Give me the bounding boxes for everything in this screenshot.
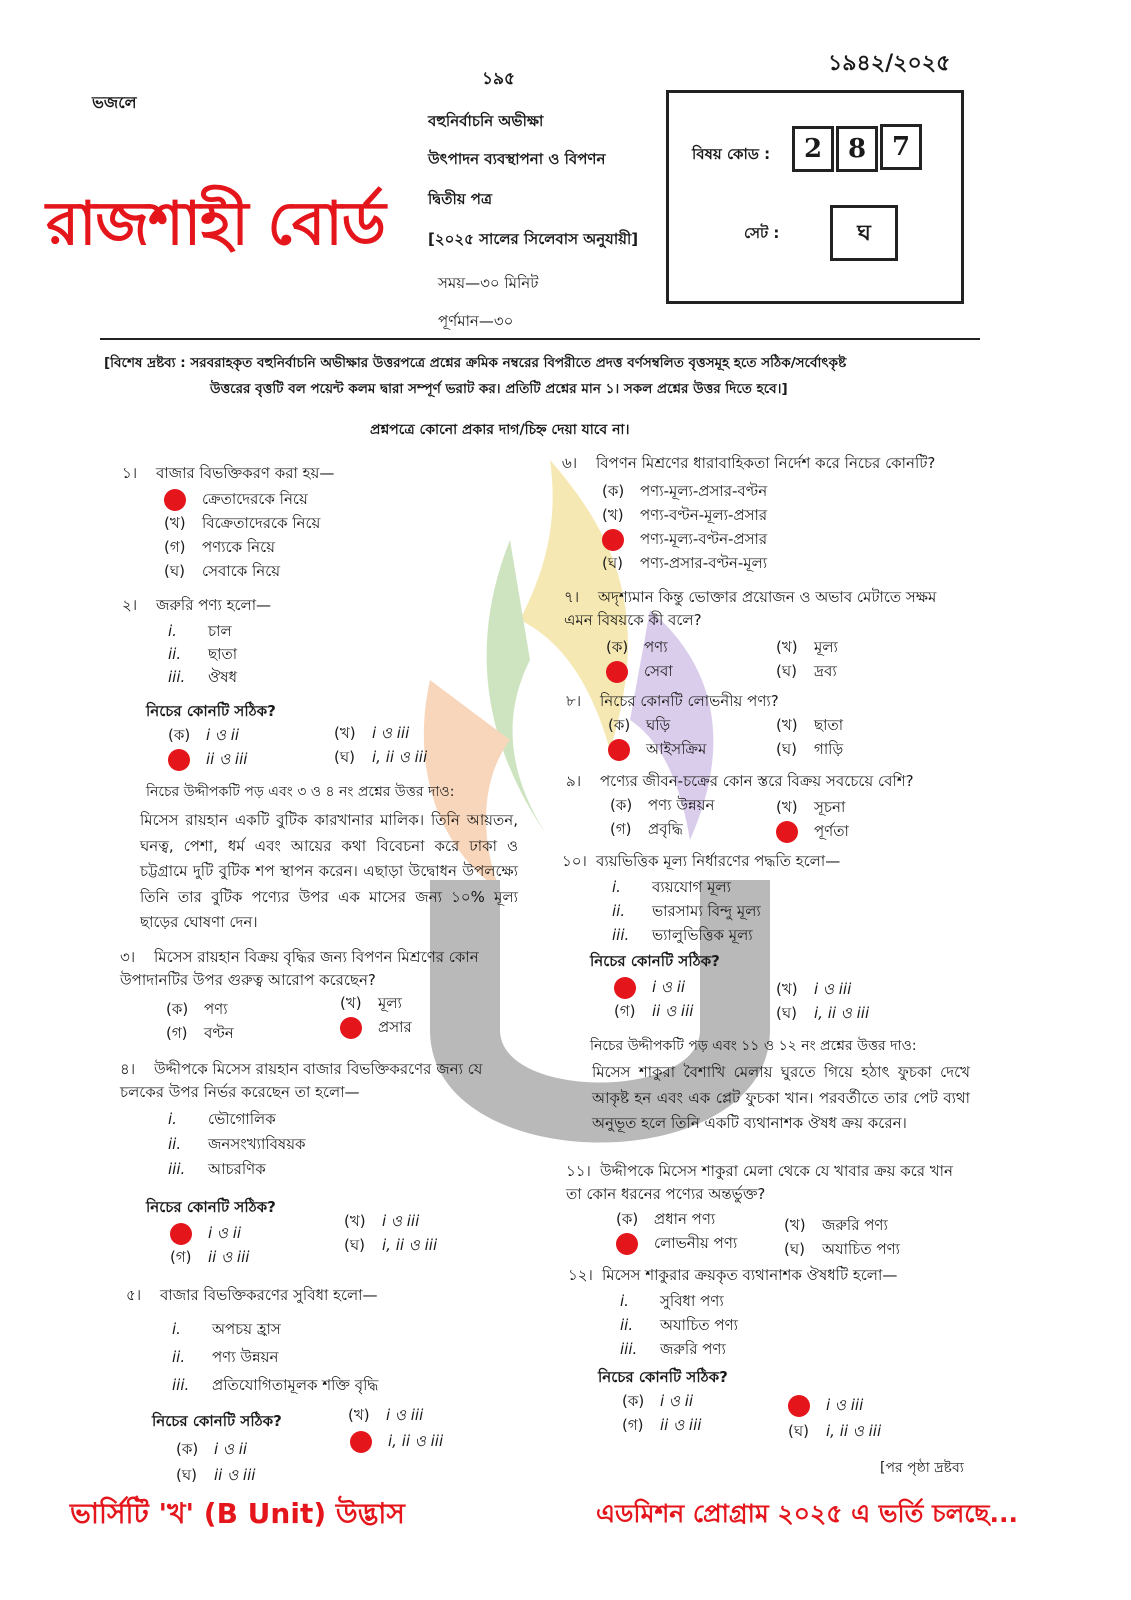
answer-mark	[616, 1233, 638, 1255]
q8-option-c[interactable]: আইসক্রিম	[608, 738, 706, 763]
answer-mark	[340, 1017, 362, 1039]
answer-mark	[788, 1395, 810, 1417]
next-page-note: [পর পৃষ্ঠা দ্রষ্টব্য	[880, 1460, 964, 1476]
syllabus-note: [২০২৫ সালের সিলেবাস অনুযায়ী]	[428, 230, 639, 248]
q7-option-a[interactable]: (ক) পণ্য	[606, 638, 668, 656]
q10-option-b[interactable]: (খ) i ও iii	[776, 980, 852, 998]
answer-mark	[776, 821, 798, 843]
q4-option-a[interactable]: i ও ii	[170, 1222, 241, 1247]
q11-option-a[interactable]: (ক) প্রধান পণ্য	[616, 1210, 716, 1228]
question-11: ১১। উদ্দীপকে মিসেস শাকুরা মেলা থেকে যে খাবার ক্রয় করে খান তা কোন ধরনের পণ্যের অন্তর্ভুক্ত?	[566, 1162, 953, 1204]
set-value: ঘ	[830, 205, 898, 261]
q11-option-d[interactable]: (ঘ) অযাচিত পণ্য	[784, 1240, 900, 1258]
q4-option-d[interactable]: (ঘ) i, ii ও iii	[344, 1236, 438, 1254]
q1-option-c[interactable]: (গ) পণ্যকে নিয়ে	[164, 538, 275, 556]
q2-option-c[interactable]: ii ও iii	[168, 748, 247, 773]
question-2: ২। জরুরি পণ্য হলো—	[122, 596, 272, 614]
answer-mark	[602, 529, 624, 551]
q9-option-b[interactable]: (খ) সূচনা	[776, 798, 846, 816]
q1-option-d[interactable]: (ঘ) সেবাকে নিয়ে	[164, 562, 281, 580]
q5-statement-iii: iii. প্রতিযোগিতামূলক শক্তি বৃদ্ধি	[172, 1376, 379, 1394]
q2-option-b[interactable]: (খ) i ও iii	[334, 724, 410, 742]
question-3: ৩। মিসেস রায়হান বিক্রয় বৃদ্ধির জন্য বিপণন মিশ্রণের কোন উপাদানটির উপর গুরুত্ব আরোপ করেছেন?	[120, 948, 479, 990]
q4-statement-ii: ii. জনসংখ্যাবিষয়ক	[168, 1135, 306, 1153]
question-1	[122, 462, 334, 485]
stem-1-body: মিসেস রায়হান একটি বুটিক কারখানার মালিক। তিনি আয়তন, ঘনত্ব, পেশা, ধর্ম এবং আয়ের কথা বিবেচনা করে ঢাকা ও চট্টগ্রামে দুটি বুটিক শপ স্থাপন করেন। এছাড়া উদ্বোধন উপলক্ষ্যে তিনি তার বুটিক পণ্যের উপর এক মাসের জন্য ১০% মূল্য ছাড়ের ঘোষণা দেন।	[140, 811, 518, 931]
q5-which-correct: নিচের কোনটি সঠিক?	[152, 1412, 282, 1430]
instruction-line-1: [বিশেষ দ্রষ্টব্য : সরবরাহকৃত বহুনির্বাচনি অভীক্ষার উত্তরপত্রে প্রশ্নের ক্রমিক নম্বরের বিপরীতে প্রদত্ত বর্ণসম্বলিত বৃত্তসমূহ হতে সঠিক/সর্বোৎকৃষ্ট	[104, 355, 847, 371]
q12-statement-i: i. সুবিধা পণ্য	[620, 1292, 724, 1310]
q8-option-a[interactable]: (ক) ঘড়ি	[608, 716, 671, 734]
q2-option-a[interactable]: (ক) i ও ii	[168, 726, 240, 744]
question-number: ১।	[122, 464, 138, 482]
subject-code-digit-3: 7	[880, 124, 922, 170]
q12-option-b[interactable]: i ও iii	[788, 1394, 863, 1419]
q4-option-c[interactable]: (গ) ii ও iii	[170, 1248, 250, 1266]
q3-option-b[interactable]: (খ) মূল্য	[340, 994, 402, 1012]
full-marks: পূর্ণমান—৩০	[438, 312, 514, 330]
left-note: ভজলে	[92, 93, 137, 112]
question-9: ৯। পণ্যের জীবন-চক্রের কোন স্তরে বিক্রয় সবচেয়ে বেশি?	[566, 772, 914, 790]
q7-option-d[interactable]: (ঘ) দ্রব্য	[776, 662, 837, 680]
q8-option-b[interactable]: (খ) ছাতা	[776, 716, 844, 734]
q12-statement-ii: ii. অযাচিত পণ্য	[620, 1316, 738, 1334]
code-set-box	[666, 90, 964, 304]
q5-option-b[interactable]: (খ) i ও iii	[348, 1406, 424, 1424]
exam-type: বহুনির্বাচনি অভীক্ষা	[428, 112, 544, 130]
subject-name: উৎপাদন ব্যবস্থাপনা ও বিপণন	[428, 150, 606, 168]
top-right-code: ১৯৪২/২০২৫	[828, 50, 951, 76]
q2-statement-i: i. চাল	[168, 622, 232, 640]
board-title: রাজশাহী বোর্ড	[46, 189, 385, 259]
q12-statement-iii: iii. জরুরি পণ্য	[620, 1340, 726, 1358]
answer-mark	[608, 739, 630, 761]
subject-code-digit-2: 8	[836, 126, 878, 172]
q5-statement-ii: ii. পণ্য উন্নয়ন	[172, 1348, 279, 1366]
q12-option-a[interactable]: (ক) i ও ii	[622, 1392, 694, 1410]
q10-statement-ii: ii. ভারসাম্য বিন্দু মূল্য	[612, 902, 761, 920]
q6-option-c[interactable]: পণ্য-মূল্য-বণ্টন-প্রসার	[602, 528, 767, 553]
q4-option-b[interactable]: (খ) i ও iii	[344, 1212, 420, 1230]
q10-statement-iii: iii. ভ্যালুভিত্তিক মূল্য	[612, 926, 753, 944]
answer-mark	[614, 977, 636, 999]
q2-statement-ii: ii. ছাতা	[168, 645, 238, 663]
q3-option-c[interactable]: (গ) বণ্টন	[166, 1024, 234, 1042]
q6-option-b[interactable]: (খ) পণ্য-বণ্টন-মূল্য-প্রসার	[602, 506, 768, 524]
question-8: ৮। নিচের কোনটি লোভনীয় পণ্য?	[566, 692, 779, 710]
header-divider	[100, 338, 980, 340]
q1-option-b[interactable]: (খ) বিক্রেতাদেরকে নিয়ে	[164, 514, 321, 532]
q7-option-c[interactable]: সেবা	[606, 660, 673, 685]
question-12: ১২। মিসেস শাকুরার ক্রয়কৃত ব্যথানাশক ঔষধটি হলো—	[568, 1266, 898, 1284]
page-number: ১৯৫	[482, 69, 516, 89]
q7-option-b[interactable]: (খ) মূল্য	[776, 638, 838, 656]
q8-option-d[interactable]: (ঘ) গাড়ি	[776, 740, 844, 758]
answer-mark	[606, 661, 628, 683]
q10-option-d[interactable]: (ঘ) i, ii ও iii	[776, 1004, 870, 1022]
instruction-line-2: উত্তরের বৃত্তটি বল পয়েন্ট কলম দ্বারা সম্পূর্ণ ভরাট কর। প্রতিটি প্রশ্নের মান ১। সকল প্রশ্নের উত্তর দিতে হবে।]	[210, 381, 788, 397]
answer-mark	[164, 489, 186, 511]
stem-1-intro: নিচের উদ্দীপকটি পড় এবং ৩ ও ৪ নং প্রশ্নের উত্তর দাও:	[146, 784, 455, 800]
question-6: ৬। বিপণন মিশ্রণের ধারাবাহিকতা নির্দেশ করে নিচের কোনটি?	[562, 454, 936, 472]
q12-option-c[interactable]: (গ) ii ও iii	[622, 1416, 702, 1434]
q1-option-a[interactable]: ক্রেতাদেরকে নিয়ে	[164, 488, 308, 513]
subject-code-digit-1: 2	[792, 126, 834, 172]
q11-option-c[interactable]: লোভনীয় পণ্য	[616, 1232, 737, 1257]
question-text: বাজার বিভক্তিকরণ করা হয়—	[156, 464, 335, 482]
q2-statement-iii: iii. ঔষধ	[168, 668, 237, 686]
q12-which-correct: নিচের কোনটি সঠিক?	[598, 1368, 728, 1386]
question-5: ৫। বাজার বিভক্তিকরণের সুবিধা হলো—	[126, 1286, 378, 1304]
question-10: ১০। ব্যয়ভিত্তিক মূল্য নির্ধারণের পদ্ধতি হলো—	[562, 852, 841, 870]
question-4: ৪। উদ্দীপকে মিসেস রায়হান বাজার বিভক্তিকরণের জন্য যে চলকের উপর নির্ভর করেছেন তা হলো—	[120, 1060, 483, 1102]
q5-option-a[interactable]: (ক) i ও ii	[176, 1440, 248, 1458]
q4-which-correct: নিচের কোনটি সঠিক?	[146, 1198, 276, 1216]
q10-which-correct: নিচের কোনটি সঠিক?	[590, 952, 720, 970]
q10-option-c[interactable]: (গ) ii ও iii	[614, 1002, 694, 1020]
q11-option-b[interactable]: (খ) জরুরি পণ্য	[784, 1216, 888, 1234]
q5-statement-i: i. অপচয় হ্রাস	[172, 1320, 281, 1338]
q2-option-d[interactable]: (ঘ) i, ii ও iii	[334, 748, 428, 766]
answer-mark	[170, 1223, 192, 1245]
q9-option-d[interactable]: পূর্ণতা	[776, 820, 849, 845]
q10-statement-i: i. ব্যয়যোগ মূল্য	[612, 878, 732, 896]
q6-option-a[interactable]: (ক) পণ্য-মূল্য-প্রসার-বণ্টন	[602, 482, 768, 500]
q3-option-d[interactable]: প্রসার	[340, 1016, 412, 1041]
q9-option-a[interactable]: (ক) পণ্য উন্নয়ন	[610, 796, 715, 814]
paper-name: দ্বিতীয় পত্র	[428, 190, 493, 208]
q10-option-a[interactable]: i ও ii	[614, 976, 685, 1001]
q5-option-d[interactable]: i, ii ও iii	[350, 1430, 443, 1455]
exam-time: সময়—৩০ মিনিট	[438, 274, 539, 292]
footer-right-ad: এডমিশন প্রোগ্রাম ২০২৫ এ ভর্তি চলছে...	[596, 1499, 1018, 1528]
answer-mark	[168, 749, 190, 771]
instruction-warning: প্রশ্নপত্রে কোনো প্রকার দাগ/চিহ্ন দেয়া যাবে না।	[370, 422, 630, 438]
q4-statement-i: i. ভৌগোলিক	[168, 1110, 276, 1128]
q2-which-correct: নিচের কোনটি সঠিক?	[146, 702, 276, 720]
q3-option-a[interactable]: (ক) পণ্য	[166, 1000, 228, 1018]
footer-left-ad: ভার্সিটি 'খ' (B Unit) উদ্ভাস	[70, 1497, 405, 1530]
set-label: সেট :	[744, 224, 780, 242]
answer-mark	[350, 1431, 372, 1453]
q5-option-c[interactable]: (ঘ) ii ও iii	[176, 1466, 256, 1484]
subject-code-label: বিষয় কোড :	[692, 145, 771, 163]
q12-option-d[interactable]: (ঘ) i, ii ও iii	[788, 1422, 882, 1440]
stem-2-intro: নিচের উদ্দীপকটি পড় এবং ১১ ও ১২ নং প্রশ্নের উত্তর দাও:	[590, 1038, 917, 1054]
watermark-flame-green	[487, 540, 550, 840]
q4-statement-iii: iii. আচরণিক	[168, 1160, 266, 1178]
stem-2-body: মিসেস শাকুরা বৈশাখি মেলায় ঘুরতে গিয়ে হঠাৎ ফুচকা দেখে আকৃষ্ট হন এবং এক প্লেট ফুচকা খান। পরবর্তীতে তার পেট ব্যথা অনুভূত হলে তিনি একটি ব্যথানাশক ঔষধ ক্রয় করেন।	[592, 1063, 970, 1132]
q9-option-c[interactable]: (গ) প্রবৃদ্ধি	[610, 820, 683, 838]
question-7: ৭। অদৃশ্যমান কিন্তু ভোক্তার প্রয়োজন ও অভাব মেটাতে সক্ষম এমন বিষয়কে কী বলে?	[564, 588, 937, 630]
q6-option-d[interactable]: (ঘ) পণ্য-প্রসার-বণ্টন-মূল্য	[602, 554, 768, 572]
